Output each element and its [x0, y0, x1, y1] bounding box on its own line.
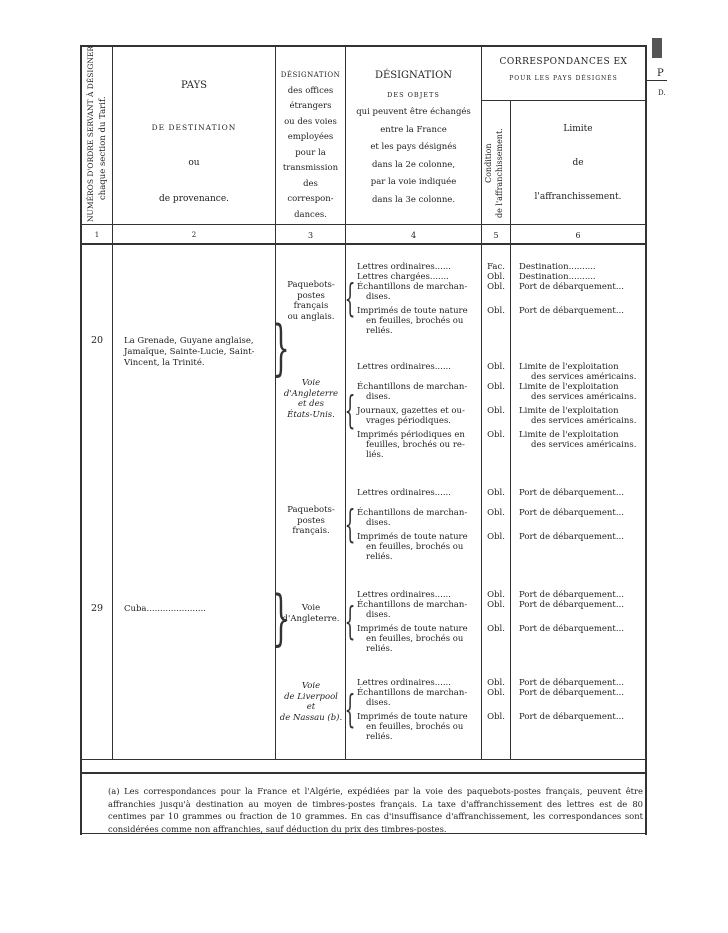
country-name: Vincent, la Trinité. — [124, 358, 205, 368]
limit-line: des services américains. — [531, 416, 637, 426]
col3-header-line: pour la — [295, 147, 326, 158]
object-line: Lettres chargées....... — [357, 272, 449, 282]
group-brace: { — [344, 276, 356, 320]
col3-header-line: transmission — [282, 163, 339, 173]
col-number-6: 6 — [575, 231, 581, 240]
object-line: Échantillons de marchan- — [357, 688, 468, 698]
limit-line: Limite de l'exploitation — [519, 406, 619, 416]
object-line: Lettres ordinaires...... — [357, 362, 451, 372]
limit-line: Limite de l'exploitation — [519, 362, 619, 372]
via-label: de Nassau (b). — [279, 712, 343, 723]
country-name: Jamaïque, Sainte-Lucie, Saint- — [124, 347, 255, 357]
object-line: dises. — [366, 292, 391, 302]
col3-header-line: étrangers — [289, 101, 332, 111]
section-number: 29 — [90, 603, 104, 614]
col6-affranchissement: l'affranchissement. — [534, 192, 622, 202]
via-label: d'Angleterre — [283, 388, 339, 399]
col-number-1: 1 — [94, 231, 100, 239]
col3-header-line: dances. — [294, 209, 327, 220]
limit-line: Port de débarquement... — [519, 532, 624, 542]
via-label: postes — [297, 290, 325, 301]
footnote: (a) Les correspondances pour la France et l'Algérie, expédiées par la voie des paquebots-postes français, peuvent être affranchies jusqu'à destination au moyen de timbres-postes français. La taxe d'affranchissement des lettres est de 80 centimes par 10 grammes ou fraction de 10 grammes. En cas d'insuffisance d'affranchissement, les correspondances sont considérées comme non affranchies, sauf déduction du prix des timbres-postes. — [108, 786, 643, 834]
group-brace: { — [344, 687, 356, 731]
col6-top-subtitle: POUR LES PAYS DÉSIGNÉS — [509, 75, 618, 82]
object-line: vrages périodiques. — [366, 416, 452, 426]
col4-title: DÉSIGNATION — [374, 70, 453, 81]
col5-header-line2: de l'affranchissement. — [495, 128, 504, 218]
col5-header-line1: Condition — [484, 143, 493, 183]
col4-header-line: et les pays désignés — [370, 142, 457, 152]
condition: Obl. — [487, 508, 505, 518]
object-line: en feuilles, brochés ou — [366, 634, 464, 644]
via-label: et des — [298, 399, 324, 409]
numbers-rule — [82, 243, 645, 245]
condition: Obl. — [487, 590, 505, 600]
limit-line: Port de débarquement... — [519, 282, 624, 292]
object-line: Échantillons de marchan- — [357, 382, 468, 392]
object-line: dises. — [366, 610, 391, 620]
col4-header-line: par la voie indiquée — [370, 177, 457, 187]
object-line: dises. — [366, 392, 391, 402]
col1-header-line1: NUMÉROS D'ORDRE SERVANT À DÉSIGNER — [86, 45, 95, 222]
group-brace: { — [344, 599, 356, 643]
via-label: et — [306, 702, 316, 712]
limit-line: Limite de l'exploitation — [519, 382, 619, 392]
object-line: liés. — [366, 450, 384, 460]
country-brace: } — [272, 313, 290, 383]
col4-header-line: dans la 2e colonne, — [371, 159, 456, 170]
object-line: Journaux, gazettes et ou- — [357, 406, 465, 416]
object-line: Imprimés de toute nature — [357, 712, 468, 722]
col6-limite: Limite — [563, 124, 593, 134]
col3-header-line: des offices — [287, 85, 334, 96]
via-label: Paquebots- — [287, 505, 335, 515]
via-label: Voie — [301, 681, 321, 691]
condition: Obl. — [487, 624, 505, 634]
object-line: Imprimés de toute nature — [357, 532, 468, 542]
top-border — [80, 45, 647, 47]
pays-title: PAYS — [180, 80, 208, 91]
object-line: reliés. — [366, 732, 393, 742]
right-border — [645, 45, 647, 835]
header-rule — [82, 224, 645, 225]
edge-line — [647, 80, 667, 81]
pays-subtitle-3: de provenance. — [158, 194, 230, 204]
limit-line: Port de débarquement... — [519, 488, 624, 498]
left-border — [80, 45, 82, 835]
col1-header-line2: chaque section du Tarif. — [98, 96, 108, 200]
condition: Obl. — [487, 272, 505, 282]
object-line: dises. — [366, 518, 391, 528]
col-number-2: 2 — [191, 231, 197, 239]
via-label: postes — [297, 515, 325, 526]
object-line: en feuilles, brochés ou — [366, 722, 464, 732]
section-number: 20 — [90, 335, 104, 346]
via-label: ou anglais. — [287, 311, 335, 322]
limit-line: Port de débarquement... — [519, 688, 624, 698]
object-line: reliés. — [366, 552, 393, 562]
condition: Fac. — [487, 262, 505, 272]
via-label: d'Angleterre. — [282, 613, 340, 624]
condition: Obl. — [487, 678, 505, 688]
condition: Obl. — [487, 430, 505, 440]
object-line: Imprimés de toute nature — [357, 624, 468, 634]
limit-line: Port de débarquement... — [519, 306, 624, 316]
object-line: Échantillons de marchan- — [357, 508, 468, 518]
condition: Obl. — [487, 362, 505, 372]
condition: Obl. — [487, 712, 505, 722]
pays-subtitle-2: ou — [188, 158, 200, 168]
footnote-rule — [82, 772, 645, 774]
object-line: feuilles, brochés ou re- — [366, 440, 465, 450]
via-label: Voie — [301, 603, 321, 613]
col-number-4: 4 — [410, 231, 417, 240]
col3-header-line: correspon- — [287, 194, 334, 204]
condition: Obl. — [487, 532, 505, 542]
via-label: de Liverpool — [284, 691, 338, 702]
limit-line: Limite de l'exploitation — [519, 430, 619, 440]
condition: Obl. — [487, 282, 505, 292]
object-line: en feuilles, brochés ou — [366, 316, 464, 326]
group-brace: { — [344, 502, 356, 546]
country-brace: } — [272, 583, 290, 653]
via-label: français. — [292, 526, 330, 536]
object-line: reliés. — [366, 326, 393, 336]
condition: Obl. — [487, 406, 505, 416]
via-label: Paquebots- — [287, 280, 335, 290]
object-line: Lettres ordinaires...... — [357, 590, 451, 600]
limit-line: Port de débarquement... — [519, 712, 624, 722]
col4-header-line: dans la 3e colonne. — [371, 194, 456, 205]
condition: Obl. — [487, 306, 505, 316]
object-line: Lettres ordinaires...... — [357, 488, 451, 498]
pays-subtitle-1: DE DESTINATION — [151, 123, 237, 132]
col6-de: de — [572, 158, 584, 168]
condition: Obl. — [487, 688, 505, 698]
col-divider-4 — [481, 47, 482, 759]
via-label: États-Unis. — [287, 409, 335, 420]
limit-line: Destination.......... — [519, 262, 596, 272]
col6-top-title: CORRESPONDANCES EX — [499, 57, 628, 67]
group-brace: { — [344, 388, 356, 432]
object-line: Échantillons de marchan- — [357, 600, 468, 610]
right-edge-shade — [652, 38, 662, 58]
condition: Obl. — [487, 382, 505, 392]
via-label: Voie — [301, 378, 321, 388]
limit-line: Port de débarquement... — [519, 590, 624, 600]
condition: Obl. — [487, 488, 505, 498]
limit-line: des services américains. — [531, 440, 637, 450]
edge-letter-p: P — [657, 68, 664, 79]
object-line: reliés. — [366, 644, 393, 654]
object-line: Lettres ordinaires...... — [357, 262, 451, 272]
col-divider-1 — [112, 47, 113, 759]
col3-header-line: DÉSIGNATION — [280, 71, 341, 79]
object-line: Imprimés de toute nature — [357, 306, 468, 316]
via-label: français — [293, 301, 329, 311]
limit-line: des services américains. — [531, 372, 637, 382]
table-end-rule — [82, 759, 645, 760]
col3-header-line: ou des voies — [284, 116, 337, 127]
col6-top-rule — [481, 100, 645, 101]
object-line: en feuilles, brochés ou — [366, 542, 464, 552]
condition: Obl. — [487, 600, 505, 610]
limit-line: Destination.......... — [519, 272, 596, 282]
country-name: La Grenade, Guyane anglaise, — [124, 336, 254, 346]
limit-line: Port de débarquement... — [519, 624, 624, 634]
object-line: Imprimés périodiques en — [357, 430, 465, 440]
edge-letter-d: D. — [658, 89, 666, 97]
col4-subtitle: DES OBJETS — [387, 91, 440, 99]
object-line: dises. — [366, 698, 391, 708]
col-number-3: 3 — [307, 231, 314, 240]
object-line: Échantillons de marchan- — [357, 282, 468, 292]
limit-line: Port de débarquement... — [519, 508, 624, 518]
col-number-5: 5 — [493, 231, 499, 240]
limit-line: des services américains. — [531, 392, 637, 402]
col3-header-line: des — [303, 178, 318, 189]
col4-header-line: qui peuvent être échangés — [356, 107, 471, 117]
limit-line: Port de débarquement... — [519, 600, 624, 610]
col3-header-line: employées — [287, 132, 334, 142]
limit-line: Port de débarquement... — [519, 678, 624, 688]
country-name: Cuba...................... — [124, 604, 206, 614]
col4-header-line: entre la France — [380, 124, 447, 135]
object-line: Lettres ordinaires...... — [357, 678, 451, 688]
